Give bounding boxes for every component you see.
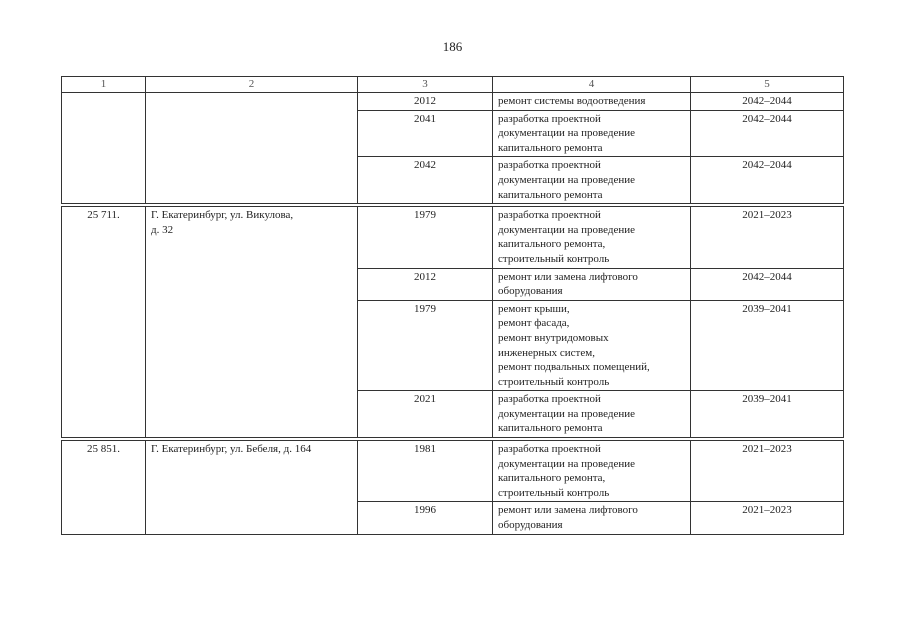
- table-row: [62, 441, 844, 502]
- work-line: ремонт системы водоотведения: [498, 95, 646, 107]
- work-type: [493, 268, 691, 300]
- work-type: [493, 93, 691, 111]
- work-type: [493, 391, 691, 438]
- planned-period: 2021–2023: [691, 441, 844, 502]
- work-line: документации на проведение: [498, 127, 636, 140]
- commission-year: 2042: [358, 157, 493, 204]
- work-line: строительный контроль: [498, 486, 610, 499]
- planned-period: 2039–2041: [691, 300, 844, 391]
- column-header-2: 2: [146, 77, 358, 93]
- work-line: документации на проведение: [498, 457, 636, 470]
- work-line: оборудования: [498, 285, 563, 298]
- work-line: инженерных систем,: [498, 346, 595, 359]
- building-number: 25 711.: [62, 207, 146, 438]
- work-line: ремонт подвальных помещений,: [498, 361, 650, 374]
- address-line: Г. Екатеринбург, ул. Бебеля, д. 164: [151, 443, 312, 456]
- work-type: [493, 110, 691, 157]
- work-line: строительный контроль: [498, 375, 610, 388]
- planned-period: 2042–2044: [691, 93, 844, 111]
- commission-year: 1979: [358, 207, 493, 268]
- commission-year: 2012: [358, 93, 493, 111]
- address-line: Г. Екатеринбург, ул. Викулова,: [151, 209, 294, 222]
- work-line: капитального ремонта,: [498, 472, 606, 485]
- work-line: разработка проектной: [498, 209, 601, 222]
- work-line: документации на проведение: [498, 173, 636, 186]
- work-line: строительный контроль: [498, 252, 610, 265]
- planned-period: 2042–2044: [691, 157, 844, 204]
- planned-period: 2021–2023: [691, 502, 844, 534]
- work-line: капитального ремонта: [498, 188, 603, 201]
- column-header-1: 1: [62, 77, 146, 93]
- column-header-3: 3: [358, 77, 493, 93]
- work-type: [493, 157, 691, 204]
- work-type: [493, 502, 691, 534]
- page-number: 186: [442, 39, 463, 54]
- work-type: [493, 300, 691, 391]
- planned-period: 2021–2023: [691, 207, 844, 268]
- planned-period: 2042–2044: [691, 110, 844, 157]
- table-row: [62, 93, 844, 111]
- building-number: [62, 93, 146, 204]
- building-address: [146, 441, 358, 535]
- work-line: оборудования: [498, 519, 563, 532]
- table-header-row: [62, 77, 844, 93]
- work-type: [493, 207, 691, 268]
- commission-year: 2012: [358, 268, 493, 300]
- commission-year: 1981: [358, 441, 493, 502]
- work-line: ремонт или замена лифтового: [498, 270, 638, 283]
- commission-year: 2021: [358, 391, 493, 438]
- planned-period: 2042–2044: [691, 268, 844, 300]
- planned-period: 2039–2041: [691, 391, 844, 438]
- work-line: капитального ремонта: [498, 141, 603, 154]
- building-number: 25 851.: [62, 441, 146, 535]
- work-type: [493, 441, 691, 502]
- building-address: [146, 207, 358, 438]
- work-line: капитального ремонта: [498, 422, 603, 435]
- repair-schedule-table: [61, 76, 844, 535]
- work-line: ремонт фасада,: [498, 317, 570, 330]
- work-line: документации на проведение: [498, 223, 636, 236]
- building-address: [146, 93, 358, 204]
- work-line: разработка проектной: [498, 393, 601, 406]
- table-row: [62, 207, 844, 268]
- work-line: разработка проектной: [498, 443, 601, 456]
- address-line: д. 32: [151, 223, 174, 236]
- work-line: разработка проектной: [498, 112, 601, 125]
- column-header-4: 4: [493, 77, 691, 93]
- work-line: ремонт внутридомовых: [498, 331, 609, 344]
- work-line: ремонт или замена лифтового: [498, 504, 638, 517]
- commission-year: 1996: [358, 502, 493, 534]
- work-line: документации на проведение: [498, 407, 636, 420]
- work-line: разработка проектной: [498, 159, 601, 172]
- commission-year: 1979: [358, 300, 493, 391]
- commission-year: 2041: [358, 110, 493, 157]
- work-line: капитального ремонта,: [498, 238, 606, 251]
- work-line: ремонт крыши,: [498, 302, 570, 315]
- column-header-5: 5: [691, 77, 844, 93]
